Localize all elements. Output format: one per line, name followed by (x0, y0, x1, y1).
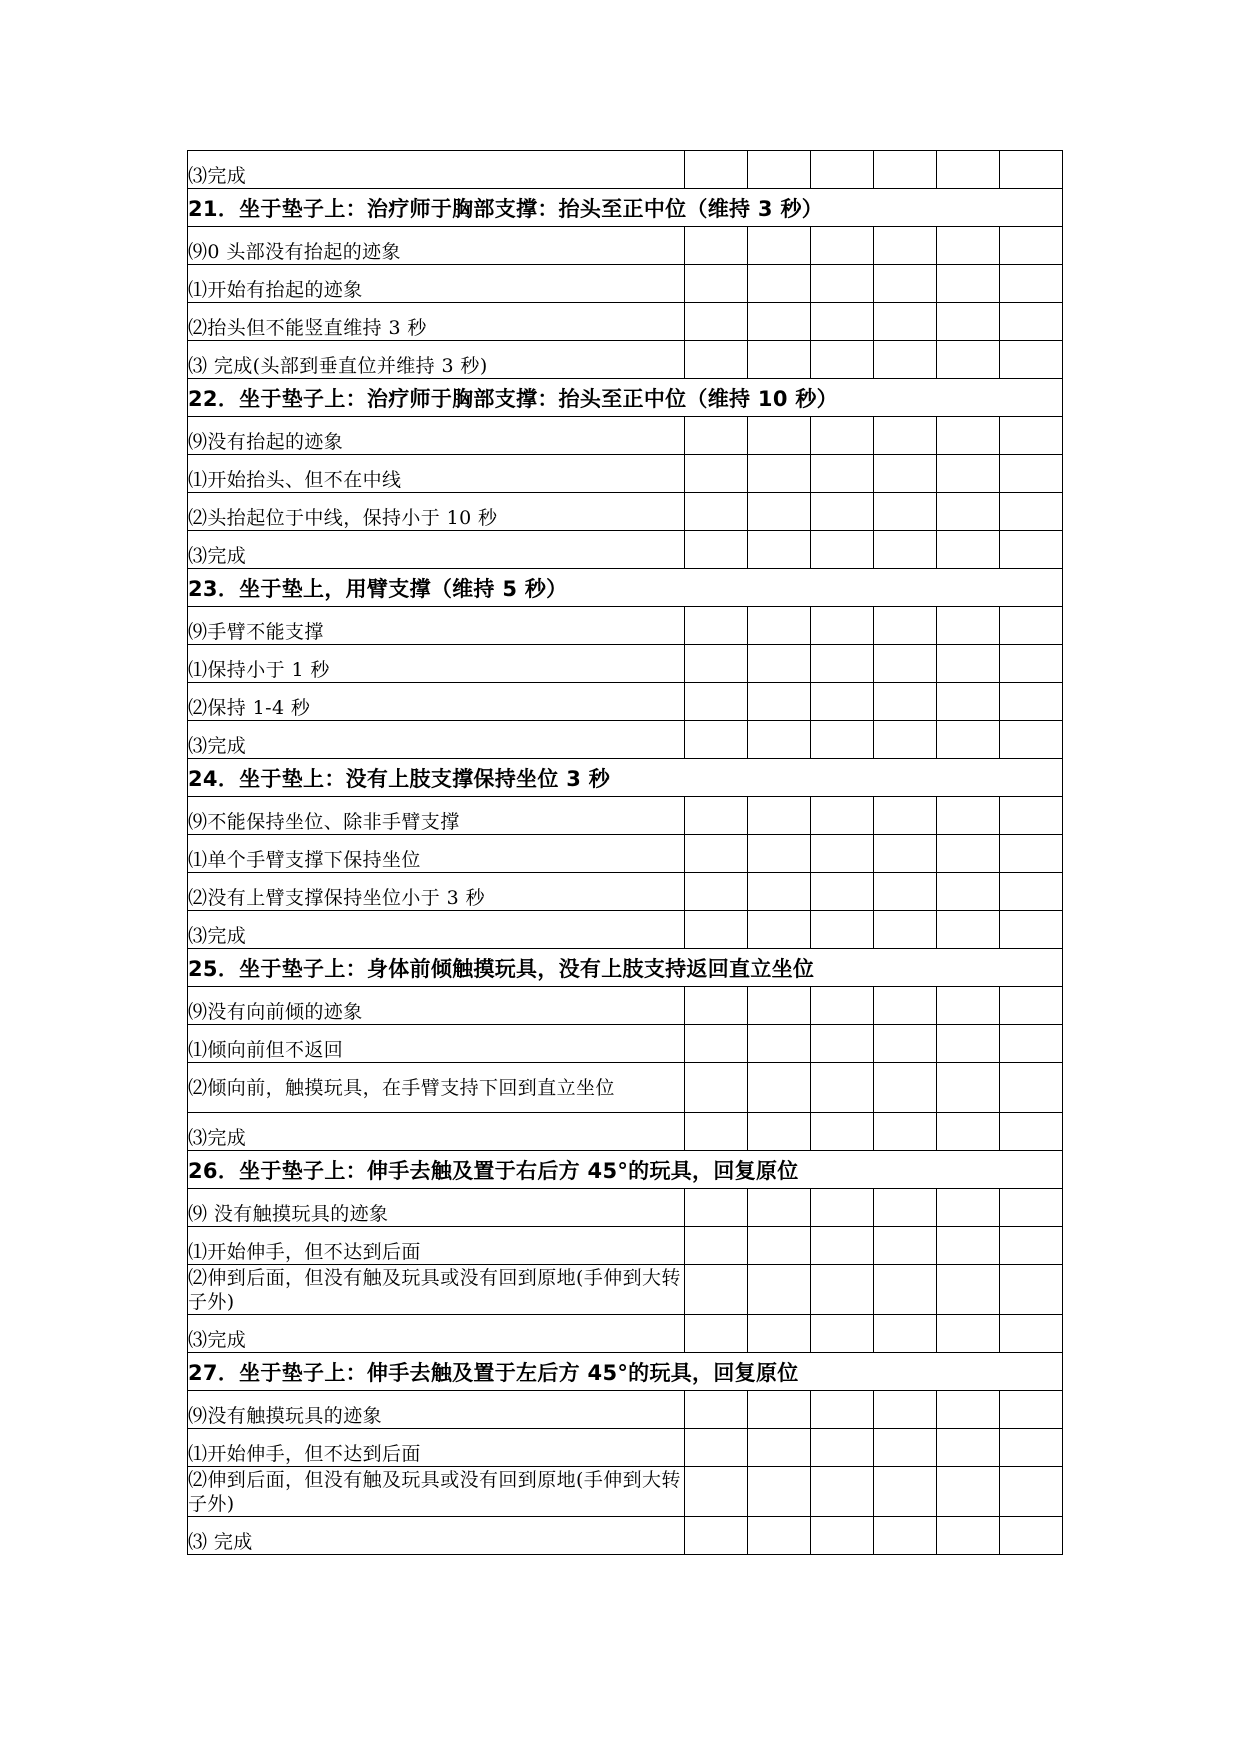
option-label: ⑼不能保持坐位、除非手臂支撑 (188, 797, 685, 835)
option-label: ⑴倾向前但不返回 (188, 1025, 685, 1063)
score-cell[interactable] (748, 1189, 811, 1227)
score-cell[interactable] (685, 151, 748, 189)
score-cell[interactable] (811, 1063, 874, 1113)
score-cell[interactable] (685, 645, 748, 683)
option-row (188, 531, 1063, 569)
score-cell[interactable] (874, 987, 937, 1025)
score-cell[interactable] (748, 987, 811, 1025)
score-cell[interactable] (685, 911, 748, 949)
score-cell[interactable] (1000, 1517, 1063, 1555)
score-cell[interactable] (874, 683, 937, 721)
score-cell[interactable] (811, 1391, 874, 1429)
item-title: 23．坐于垫上，用臂支撑（维持 5 秒） (188, 569, 1063, 607)
score-cell[interactable] (937, 265, 1000, 303)
score-cell[interactable] (811, 227, 874, 265)
score-cell[interactable] (1000, 455, 1063, 493)
item-header-row (188, 1151, 1063, 1189)
option-label: ⑶完成 (188, 151, 685, 189)
score-cell[interactable] (811, 265, 874, 303)
score-cell[interactable] (685, 455, 748, 493)
option-label: ⑴开始抬头、但不在中线 (188, 455, 685, 493)
score-cell[interactable] (748, 835, 811, 873)
score-cell[interactable] (874, 531, 937, 569)
option-label: ⑶完成 (188, 1315, 685, 1353)
score-cell[interactable] (1000, 227, 1063, 265)
option-label: ⑼没有向前倾的迹象 (188, 987, 685, 1025)
score-cell[interactable] (874, 1467, 937, 1517)
score-cell[interactable] (685, 493, 748, 531)
score-cell[interactable] (937, 1063, 1000, 1113)
option-label: ⑼ 没有触摸玩具的迹象 (188, 1189, 685, 1227)
option-label: ⑶完成 (188, 721, 685, 759)
score-cell[interactable] (1000, 531, 1063, 569)
option-row (188, 911, 1063, 949)
option-row (188, 265, 1063, 303)
assessment-table (187, 150, 1063, 1555)
option-row (188, 493, 1063, 531)
score-cell[interactable] (1000, 303, 1063, 341)
score-cell[interactable] (937, 645, 1000, 683)
score-cell[interactable] (685, 1315, 748, 1353)
score-cell[interactable] (937, 1113, 1000, 1151)
item-title: 21．坐于垫子上：治疗师于胸部支撑：抬头至正中位（维持 3 秒） (188, 189, 1063, 227)
option-row (188, 1315, 1063, 1353)
option-row (188, 1025, 1063, 1063)
score-cell[interactable] (748, 1429, 811, 1467)
score-cell[interactable] (1000, 493, 1063, 531)
option-row (188, 1063, 1063, 1113)
score-cell[interactable] (937, 607, 1000, 645)
score-cell[interactable] (1000, 1063, 1063, 1113)
score-cell[interactable] (685, 417, 748, 455)
option-label: ⑶完成 (188, 1113, 685, 1151)
score-cell[interactable] (937, 341, 1000, 379)
score-cell[interactable] (874, 455, 937, 493)
score-cell[interactable] (748, 797, 811, 835)
item-header-row (188, 379, 1063, 417)
score-cell[interactable] (1000, 1429, 1063, 1467)
score-cell[interactable] (748, 265, 811, 303)
score-cell[interactable] (937, 797, 1000, 835)
score-cell[interactable] (874, 227, 937, 265)
score-cell[interactable] (937, 417, 1000, 455)
score-cell[interactable] (748, 607, 811, 645)
score-cell[interactable] (937, 1391, 1000, 1429)
score-cell[interactable] (685, 265, 748, 303)
score-cell[interactable] (748, 1467, 811, 1517)
score-cell[interactable] (874, 151, 937, 189)
score-cell[interactable] (811, 607, 874, 645)
score-cell[interactable] (1000, 835, 1063, 873)
item-title: 25．坐于垫子上：身体前倾触摸玩具，没有上肢支持返回直立坐位 (188, 949, 1063, 987)
score-cell[interactable] (748, 1265, 811, 1315)
score-cell[interactable] (874, 911, 937, 949)
score-cell[interactable] (811, 1429, 874, 1467)
score-cell[interactable] (685, 797, 748, 835)
score-cell[interactable] (811, 493, 874, 531)
score-cell[interactable] (874, 721, 937, 759)
score-cell[interactable] (748, 1517, 811, 1555)
option-label: ⑵伸到后面，但没有触及玩具或没有回到原地(手伸到大转子外) (188, 1265, 685, 1315)
item-header-row (188, 949, 1063, 987)
score-cell[interactable] (1000, 341, 1063, 379)
option-row (188, 227, 1063, 265)
score-cell[interactable] (685, 1517, 748, 1555)
score-cell[interactable] (748, 1391, 811, 1429)
option-label: ⑴单个手臂支撑下保持坐位 (188, 835, 685, 873)
score-cell[interactable] (685, 835, 748, 873)
option-row (188, 1113, 1063, 1151)
score-cell[interactable] (874, 1063, 937, 1113)
option-label: ⑵头抬起位于中线，保持小于 10 秒 (188, 493, 685, 531)
option-row (188, 1227, 1063, 1265)
score-cell[interactable] (811, 303, 874, 341)
score-cell[interactable] (811, 1315, 874, 1353)
score-cell[interactable] (874, 1265, 937, 1315)
score-cell[interactable] (874, 1517, 937, 1555)
item-header-row (188, 189, 1063, 227)
score-cell[interactable] (685, 683, 748, 721)
score-cell[interactable] (937, 1429, 1000, 1467)
option-label: ⑵没有上臂支撑保持坐位小于 3 秒 (188, 873, 685, 911)
score-cell[interactable] (937, 227, 1000, 265)
item-title: 27．坐于垫子上：伸手去触及置于左后方 45°的玩具，回复原位 (188, 1353, 1063, 1391)
score-cell[interactable] (937, 1315, 1000, 1353)
score-cell[interactable] (748, 455, 811, 493)
option-label: ⑶完成 (188, 531, 685, 569)
score-cell[interactable] (748, 151, 811, 189)
score-cell[interactable] (685, 227, 748, 265)
item-header-row (188, 569, 1063, 607)
score-cell[interactable] (1000, 607, 1063, 645)
score-cell[interactable] (811, 1517, 874, 1555)
option-row (188, 417, 1063, 455)
score-cell[interactable] (811, 1227, 874, 1265)
option-row (188, 1517, 1063, 1555)
score-cell[interactable] (937, 1227, 1000, 1265)
option-label: ⑴开始伸手，但不达到后面 (188, 1227, 685, 1265)
option-label: ⑴开始有抬起的迹象 (188, 265, 685, 303)
score-cell[interactable] (874, 265, 937, 303)
option-label: ⑴保持小于 1 秒 (188, 645, 685, 683)
option-row (188, 303, 1063, 341)
score-cell[interactable] (937, 455, 1000, 493)
option-label: ⑵倾向前，触摸玩具，在手臂支持下回到直立坐位 (188, 1063, 685, 1113)
option-row (188, 341, 1063, 379)
option-label: ⑼没有触摸玩具的迹象 (188, 1391, 685, 1429)
score-cell[interactable] (937, 835, 1000, 873)
option-row (188, 455, 1063, 493)
score-cell[interactable] (874, 607, 937, 645)
score-cell[interactable] (748, 341, 811, 379)
score-cell[interactable] (937, 1189, 1000, 1227)
score-cell[interactable] (937, 683, 1000, 721)
score-cell[interactable] (1000, 797, 1063, 835)
option-row (188, 645, 1063, 683)
option-row (188, 683, 1063, 721)
score-cell[interactable] (1000, 873, 1063, 911)
score-cell[interactable] (748, 1025, 811, 1063)
score-cell[interactable] (1000, 1265, 1063, 1315)
score-cell[interactable] (685, 873, 748, 911)
score-cell[interactable] (874, 1391, 937, 1429)
score-cell[interactable] (874, 645, 937, 683)
score-cell[interactable] (874, 1189, 937, 1227)
option-row (188, 987, 1063, 1025)
option-row (188, 1429, 1063, 1467)
score-cell[interactable] (1000, 683, 1063, 721)
option-label: ⑵抬头但不能竖直维持 3 秒 (188, 303, 685, 341)
option-row (188, 797, 1063, 835)
option-label: ⑼手臂不能支撑 (188, 607, 685, 645)
score-cell[interactable] (937, 1467, 1000, 1517)
score-cell[interactable] (811, 873, 874, 911)
score-cell[interactable] (685, 721, 748, 759)
score-cell[interactable] (874, 797, 937, 835)
score-cell[interactable] (811, 455, 874, 493)
score-cell[interactable] (748, 873, 811, 911)
score-cell[interactable] (685, 531, 748, 569)
option-row (188, 873, 1063, 911)
score-cell[interactable] (874, 873, 937, 911)
score-cell[interactable] (874, 1315, 937, 1353)
score-cell[interactable] (937, 493, 1000, 531)
score-cell[interactable] (1000, 1467, 1063, 1517)
score-cell[interactable] (1000, 987, 1063, 1025)
score-cell[interactable] (685, 1265, 748, 1315)
score-cell[interactable] (748, 1315, 811, 1353)
item-header-row (188, 759, 1063, 797)
score-cell[interactable] (811, 645, 874, 683)
score-cell[interactable] (811, 341, 874, 379)
score-cell[interactable] (1000, 1189, 1063, 1227)
option-label: ⑴开始伸手，但不达到后面 (188, 1429, 685, 1467)
score-cell[interactable] (937, 721, 1000, 759)
score-cell[interactable] (811, 987, 874, 1025)
score-cell[interactable] (685, 1429, 748, 1467)
score-cell[interactable] (937, 873, 1000, 911)
score-cell[interactable] (811, 417, 874, 455)
option-label: ⑵保持 1-4 秒 (188, 683, 685, 721)
option-row (188, 1265, 1063, 1315)
score-cell[interactable] (811, 683, 874, 721)
option-row (188, 835, 1063, 873)
score-cell[interactable] (685, 1113, 748, 1151)
score-cell[interactable] (1000, 417, 1063, 455)
score-cell[interactable] (748, 531, 811, 569)
score-cell[interactable] (748, 493, 811, 531)
score-cell[interactable] (748, 911, 811, 949)
option-label: ⑶ 完成(头部到垂直位并维持 3 秒) (188, 341, 685, 379)
score-cell[interactable] (748, 721, 811, 759)
score-cell[interactable] (874, 341, 937, 379)
score-cell[interactable] (811, 1467, 874, 1517)
option-row (188, 1189, 1063, 1227)
score-cell[interactable] (811, 911, 874, 949)
score-cell[interactable] (811, 1189, 874, 1227)
score-cell[interactable] (748, 417, 811, 455)
option-row (188, 721, 1063, 759)
option-label: ⑶ 完成 (188, 1517, 685, 1555)
score-cell[interactable] (937, 911, 1000, 949)
option-label: ⑼0 头部没有抬起的迹象 (188, 227, 685, 265)
score-cell[interactable] (1000, 721, 1063, 759)
score-cell[interactable] (874, 1113, 937, 1151)
option-row (188, 607, 1063, 645)
score-cell[interactable] (811, 835, 874, 873)
score-cell[interactable] (874, 1429, 937, 1467)
score-cell[interactable] (811, 1265, 874, 1315)
score-cell[interactable] (685, 1189, 748, 1227)
score-cell[interactable] (685, 1063, 748, 1113)
score-cell[interactable] (1000, 1315, 1063, 1353)
score-cell[interactable] (748, 1113, 811, 1151)
score-cell[interactable] (811, 797, 874, 835)
score-cell[interactable] (874, 303, 937, 341)
score-cell[interactable] (1000, 1025, 1063, 1063)
option-label: ⑼没有抬起的迹象 (188, 417, 685, 455)
score-cell[interactable] (1000, 1227, 1063, 1265)
score-cell[interactable] (811, 531, 874, 569)
item-title: 26．坐于垫子上：伸手去触及置于右后方 45°的玩具，回复原位 (188, 1151, 1063, 1189)
score-cell[interactable] (874, 835, 937, 873)
score-cell[interactable] (874, 1227, 937, 1265)
score-cell[interactable] (937, 151, 1000, 189)
score-cell[interactable] (748, 645, 811, 683)
option-row (188, 1391, 1063, 1429)
score-cell[interactable] (937, 531, 1000, 569)
score-cell[interactable] (937, 1025, 1000, 1063)
score-cell[interactable] (811, 151, 874, 189)
score-cell[interactable] (811, 1113, 874, 1151)
score-cell[interactable] (748, 1063, 811, 1113)
score-cell[interactable] (1000, 151, 1063, 189)
score-cell[interactable] (685, 607, 748, 645)
option-row (188, 1467, 1063, 1517)
score-cell[interactable] (937, 303, 1000, 341)
score-cell[interactable] (685, 341, 748, 379)
option-label: ⑶完成 (188, 911, 685, 949)
score-cell[interactable] (937, 1265, 1000, 1315)
score-cell[interactable] (937, 1517, 1000, 1555)
score-cell[interactable] (811, 721, 874, 759)
option-row (188, 151, 1063, 189)
score-cell[interactable] (1000, 265, 1063, 303)
option-label: ⑵伸到后面，但没有触及玩具或没有回到原地(手伸到大转子外) (188, 1467, 685, 1517)
score-cell[interactable] (748, 227, 811, 265)
score-cell[interactable] (937, 987, 1000, 1025)
item-title: 22．坐于垫子上：治疗师于胸部支撑：抬头至正中位（维持 10 秒） (188, 379, 1063, 417)
score-cell[interactable] (1000, 645, 1063, 683)
score-cell[interactable] (685, 303, 748, 341)
score-cell[interactable] (874, 417, 937, 455)
score-cell[interactable] (874, 1025, 937, 1063)
score-cell[interactable] (748, 303, 811, 341)
score-cell[interactable] (685, 987, 748, 1025)
score-cell[interactable] (685, 1227, 748, 1265)
score-cell[interactable] (811, 1025, 874, 1063)
score-cell[interactable] (874, 493, 937, 531)
score-cell[interactable] (748, 1227, 811, 1265)
score-cell[interactable] (685, 1025, 748, 1063)
score-cell[interactable] (685, 1467, 748, 1517)
score-cell[interactable] (1000, 1391, 1063, 1429)
score-cell[interactable] (748, 683, 811, 721)
item-title: 24．坐于垫上：没有上肢支撑保持坐位 3 秒 (188, 759, 1063, 797)
score-cell[interactable] (1000, 911, 1063, 949)
item-header-row (188, 1353, 1063, 1391)
score-cell[interactable] (685, 1391, 748, 1429)
score-cell[interactable] (1000, 1113, 1063, 1151)
